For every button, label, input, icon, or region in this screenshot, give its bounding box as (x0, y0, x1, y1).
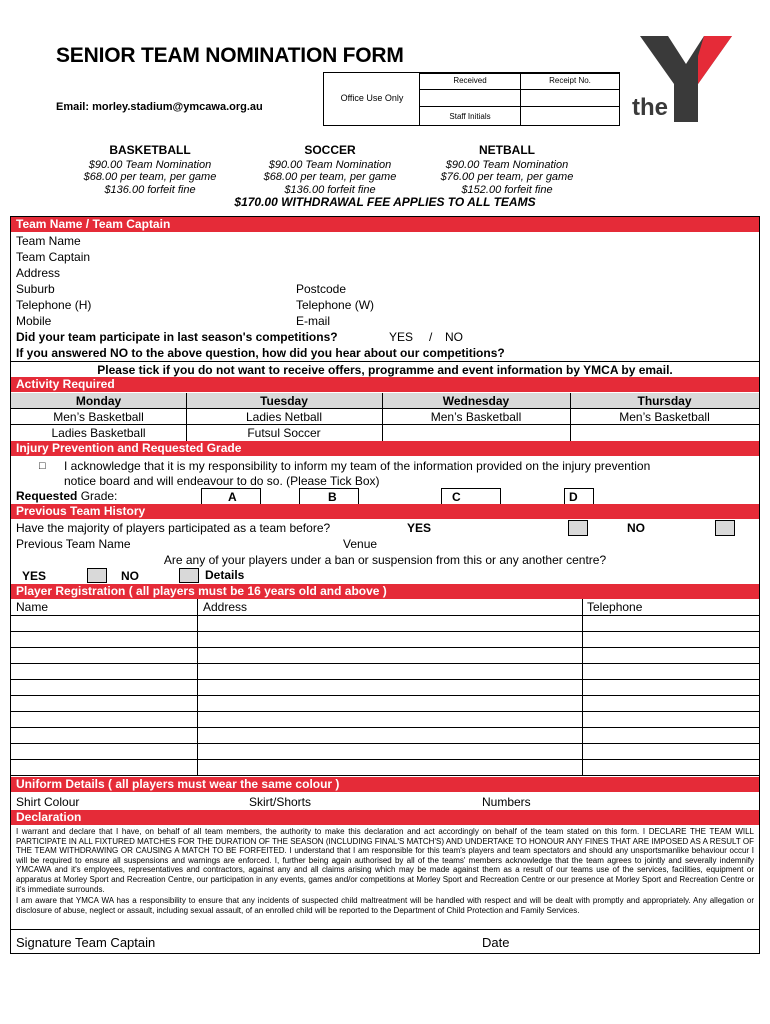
ban-details-label: Details (205, 568, 245, 582)
section-team: Team Name / Team Captain (11, 217, 759, 232)
ban-yes-box[interactable] (87, 568, 107, 583)
majority-yes-box[interactable] (568, 520, 588, 536)
section-activity: Activity Required (11, 377, 759, 392)
majority-question: Have the majority of players participated as a team before? (16, 521, 331, 535)
sport-fee: $136.00 forfeit fine (104, 183, 196, 196)
player-row-line (11, 775, 759, 776)
receipt-no-field[interactable]: Receipt No. (520, 73, 620, 90)
sport-fee: $68.00 per team, per game (263, 171, 397, 183)
nomination-form (10, 216, 760, 954)
day-monday: Monday (75, 394, 122, 408)
sport-basketball (50, 144, 250, 196)
section-declaration: Declaration (11, 810, 759, 825)
sport-fee: $76.00 per team, per game (440, 171, 574, 183)
injury-checkbox[interactable]: □ (39, 460, 46, 472)
col-address: Address (203, 600, 248, 614)
suburb-label: Suburb (16, 282, 55, 296)
date-label: Date (482, 935, 510, 950)
player-row[interactable] (11, 632, 759, 647)
injury-ack-line2: notice board and will endeavour to do so. (Please Tick Box) (64, 474, 380, 488)
grade-b-option[interactable]: B (299, 488, 359, 506)
telephone-w-label: Telephone (W) (296, 298, 375, 312)
section-injury: Injury Prevention and Requested Grade (11, 441, 759, 456)
receipt-no-value[interactable] (520, 89, 620, 107)
requested-grade-label (16, 488, 117, 504)
sport-soccer (230, 144, 430, 196)
sport-name: NETBALL (479, 143, 535, 157)
received-field[interactable]: Received (419, 73, 521, 90)
withdrawal-fee: $170.00 WITHDRAWAL FEE APPLIES TO ALL TEAMS (234, 195, 536, 209)
ban-no-box[interactable] (179, 568, 199, 583)
last-season-question: Did your team participate in last season's competitions? (16, 330, 338, 344)
office-use-box (323, 72, 620, 126)
col-telephone: Telephone (587, 600, 643, 614)
page-title: SENIOR TEAM NOMINATION FORM (56, 44, 404, 67)
shirt-colour-label: Shirt Colour (16, 795, 80, 809)
prev-team-name-label: Previous Team Name (16, 537, 131, 551)
sport-name: BASKETBALL (109, 143, 191, 157)
player-row[interactable] (11, 616, 759, 631)
majority-yes: YES (407, 521, 432, 535)
majority-no-box[interactable] (715, 520, 735, 536)
staff-initials-field[interactable]: Staff Initials (419, 106, 521, 126)
activity-option[interactable]: Men’s Basketball (53, 410, 144, 424)
sport-netball (407, 144, 607, 196)
sport-fee: $90.00 Team Nomination (268, 158, 392, 171)
sport-fee: $152.00 forfeit fine (461, 183, 553, 196)
declaration-paragraph-1: I warrant and declare that I have, on behalf of all team members, the authority to make this declaration and act accordingly on behalf of the team stated on this form. I DECLARE THE TEAM WILL PARTICIPATE IN ALL FIXTURED MATCHES FOR THE DURATION OF THE SEASON (INCLUDING FINAL'S MATCH'S) AND UNDERTAKE TO HONOUR ANY FINES THAT ARE IMPOSED AS A RESULT OF THE TEAM WITHDRAWING OR CAUSING A MATCH TO BE FORFEITED. I understand that I am responsible for this team's players and team spectators and should any unsportsmanlike behaviour occur I will be required to ensure all suspensions and warnings are enforced. I, further being again authorised by all of the teams' members acknowledge that the team agrees to jointly and severally indemnify YMCAWA and it's employees, representatives and contractors, against any and all claims arising which may be made against them as a result of our teams use of the services, facilities, equipment or apparatus at Morley Sport and Recreation Centre, our participation in any events, games and/or competitions at Morley Sport and Recreation Centre or our presence at Morley Sport and Recreation Centre or it's immediate surrounds. (16, 827, 754, 894)
sport-fee: $136.00 forfeit fine (284, 183, 376, 196)
sport-fee: $90.00 Team Nomination (445, 158, 569, 171)
day-thursday: Thursday (637, 394, 692, 408)
grade-c-option[interactable]: C (441, 488, 501, 506)
day-tuesday: Tuesday (260, 394, 308, 408)
slash-separator: / (429, 330, 433, 344)
injury-ack-line1: I acknowledge that it is my responsibility to inform my team of the information provided on the injury prevention (64, 459, 651, 473)
activity-option[interactable]: Ladies Netball (245, 410, 323, 424)
email-opt-out-checkbox[interactable]: Please tick if you do not want to receive offers, programme and event information by YMCA by email. (11, 361, 759, 378)
skirt-shorts-label: Skirt/Shorts (249, 795, 312, 809)
majority-no: NO (627, 521, 645, 535)
player-row[interactable] (11, 648, 759, 663)
player-row[interactable] (11, 744, 759, 759)
player-row[interactable] (11, 760, 759, 775)
activity-option[interactable]: Ladies Basketball (51, 426, 146, 440)
mobile-label: Mobile (16, 314, 52, 328)
received-value[interactable] (419, 89, 521, 107)
player-row[interactable] (11, 696, 759, 711)
email-contact: Email: morley.stadium@ymcawa.org.au (56, 101, 263, 113)
team-captain-label: Team Captain (16, 250, 91, 264)
player-row[interactable] (11, 712, 759, 727)
sport-fee: $68.00 per team, per game (83, 171, 217, 183)
last-season-no[interactable]: NO (445, 330, 463, 344)
player-row[interactable] (11, 664, 759, 679)
section-uniform: Uniform Details ( all players must wear the same colour ) (11, 777, 759, 792)
staff-initials-value[interactable] (520, 106, 620, 126)
office-use-label: Office Use Only (340, 93, 404, 103)
email-label: E-mail (296, 314, 331, 328)
team-name-label: Team Name (16, 234, 81, 248)
logo-text: the (632, 94, 668, 121)
ban-no: NO (121, 569, 139, 583)
player-row[interactable] (11, 728, 759, 743)
ymca-logo (626, 36, 746, 122)
venue-label: Venue (343, 537, 378, 551)
activity-option[interactable]: Men’s Basketball (430, 410, 522, 424)
declaration-paragraph-2: I am aware that YMCA WA has a responsibility to ensure that any incidents of suspected child maltreatment will be handled with respect and will be dealt with promptly and appropriately. Any allegation or disclosure of abuse, neglect or assault, including sexual assault, of an enrolled child will be reported to the Department of Child Protection and Family Services. (16, 896, 754, 915)
day-wednesday: Wednesday (442, 394, 510, 408)
sport-fee: $90.00 Team Nomination (88, 158, 212, 171)
section-history: Previous Team History (11, 504, 759, 519)
activity-option[interactable]: Futsul Soccer (247, 426, 321, 440)
sport-name: SOCCER (304, 143, 356, 157)
ban-yes: YES (22, 569, 47, 583)
numbers-label: Numbers (482, 795, 531, 809)
telephone-h-label: Telephone (H) (16, 298, 92, 312)
last-season-yes[interactable]: YES (389, 330, 414, 344)
grade-a-option[interactable]: A (201, 488, 261, 506)
col-name: Name (16, 600, 49, 614)
activity-option[interactable]: Men’s Basketball (619, 410, 710, 424)
requested-word: Requested (16, 489, 78, 503)
address-label: Address (16, 266, 61, 280)
grade-d-option[interactable]: D (564, 488, 594, 506)
hear-question: If you answered NO to the above question, how did you hear about our competitions? (16, 346, 505, 360)
postcode-label: Postcode (296, 282, 347, 296)
signature-label: Signature Team Captain (16, 935, 156, 950)
grade-word: Grade: (77, 489, 118, 503)
ban-question: Are any of your players under a ban or suspension from this or any another centre? (163, 553, 607, 567)
player-row[interactable] (11, 680, 759, 695)
section-players: Player Registration ( all players must be 16 years old and above ) (11, 584, 759, 599)
